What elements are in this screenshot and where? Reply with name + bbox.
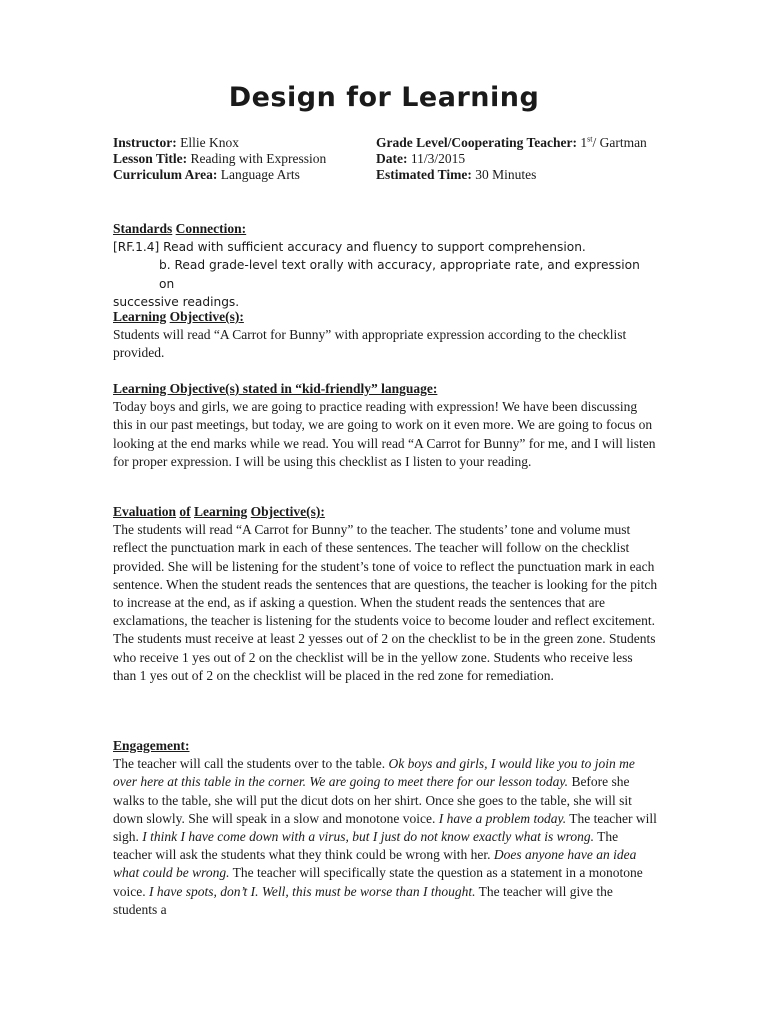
grade-num: 1: [580, 135, 588, 150]
date-label: Date:: [376, 151, 408, 166]
kid-friendly-section: [113, 380, 658, 471]
evaluation-text: The students will read “A Carrot for Bunny” to the teacher. The students’ tone and volume must reflect the punctuation mark in each of these sentences. The teacher will follow on the checklist provided. She will be listening for the student’s tone of voice to reflect the punctuation mark in each sentence. When the student reads the sentences that are questions, the teacher is looking for the pitch to increase at the end, as if asking a question. When the student reads the sentences that are exclamations, the teacher is listening for the students voice to become louder and reflect excitement. The students must receive at least 2 yesses out of 2 on the checklist to be in the green zone. Students who receive 1 yes out of 2 on the checklist will be in the yellow zone. Students who receive less than 1 yes out of 2 on the checklist will be placed in the red zone for remediation.: [113, 522, 658, 683]
objective-section: [113, 308, 658, 363]
meta-row-instructor: [113, 134, 647, 151]
curriculum-value: Language Arts: [220, 167, 300, 182]
time-label: Estimated Time:: [376, 167, 472, 182]
kid-friendly-heading: Learning Objective(s) stated in “kid-friendly” language:: [113, 381, 438, 396]
instructor-value: Ellie Knox: [180, 135, 239, 150]
standards-line-2: b. Read grade-level text orally with accuracy, appropriate rate, and expression on: [159, 258, 640, 291]
objective-heading: Learning Objective(s):: [113, 309, 244, 324]
meta-row-curriculum: [113, 167, 537, 183]
curriculum-label: Curriculum Area:: [113, 167, 218, 182]
evaluation-section: [113, 503, 658, 685]
page-title: Design for Learning: [228, 82, 540, 113]
evaluation-heading: Evaluation of Learning Objective(s):: [113, 504, 325, 519]
objective-text: Students will read “A Carrot for Bunny” with appropriate expression according to the checklist provided.: [113, 327, 627, 361]
standards-line-3: successive readings.: [113, 294, 240, 309]
grade-rest: / Gartman: [592, 135, 647, 150]
grade-cell: [376, 135, 647, 151]
meta-row-lesson: [113, 151, 466, 167]
lesson-value: Reading with Expression: [190, 151, 327, 166]
grade-label: Grade Level/Cooperating Teacher:: [376, 135, 577, 150]
date-value: 11/3/2015: [410, 151, 466, 166]
standards-line-1: [RF.1.4] Read with sufficient accuracy and fluency to support comprehension.: [113, 240, 586, 255]
time-value: 30 Minutes: [475, 167, 537, 182]
engagement-text: The teacher will call the students over to the table. Ok boys and girls, I would like you to join me over here at this table in the corner. We are going to meet there for our lesson today. Before she walks to the table, she will put the dicut dots on her shirt. Once she goes to the table, she will sit down slowly. She will speak in a slow and monotone voice. I have a problem today. The teacher will sigh. I think I have come down with a virus, but I just do not know exactly what is wrong. The teacher will ask the students what they think could be wrong with her. Does anyone have an idea what could be wrong. The teacher will specifically state the question as a statement in a monotone voice. I have spots, don’t I. Well, this must be worse than I thought. The teacher will give the students a: [113, 756, 657, 917]
grade-sup: st: [587, 134, 593, 144]
date-cell: [376, 151, 465, 167]
standards-section: [113, 220, 658, 311]
time-cell: [376, 167, 536, 183]
engagement-section: [113, 737, 658, 919]
lesson-label: Lesson Title:: [113, 151, 188, 166]
standards-heading: Standards Connection:: [113, 221, 247, 236]
engagement-heading: Engagement:: [113, 738, 190, 753]
instructor-label: Instructor:: [113, 135, 177, 150]
kid-friendly-text: Today boys and girls, we are going to practice reading with expression! We have been discussing this in our past meetings, but today, we are going to work on it even more. We are going to focus on looking at the end marks while we read. You will read “A Carrot for Bunny” for me, and I will listen for proper expression. I will be using this checklist as I listen to your reading.: [113, 399, 656, 469]
